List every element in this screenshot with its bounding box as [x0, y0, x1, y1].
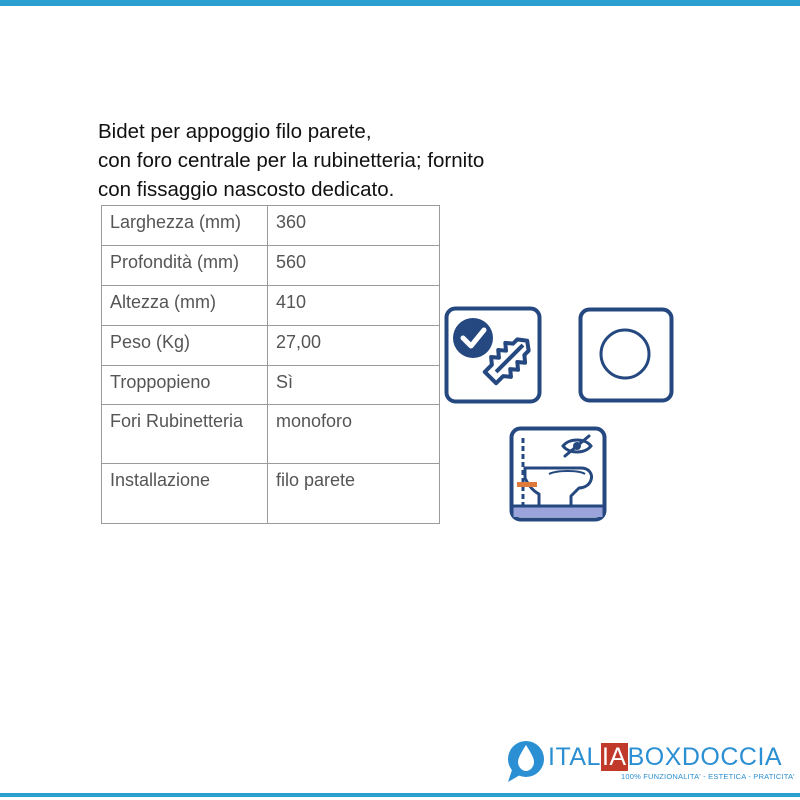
table-row [102, 246, 440, 286]
spec-value: Sì [268, 366, 440, 405]
water-drop-logo-icon [506, 732, 546, 788]
description-line-3: con fissaggio nascosto dedicato. [98, 178, 395, 201]
brand-tagline: 100% FUNZIONALITA' - ESTETICA - PRATICITA' [621, 772, 795, 781]
single-hole-icon [578, 307, 674, 403]
bottom-accent-bar [0, 793, 800, 797]
product-description [98, 117, 568, 204]
table-row [102, 206, 440, 246]
specs-table [101, 205, 440, 524]
spec-label: Installazione [102, 464, 268, 524]
hidden-fixing-icon [509, 426, 607, 522]
spec-label: Troppopieno [102, 366, 268, 405]
brand-logo [506, 732, 800, 792]
spec-value: 410 [268, 286, 440, 326]
brand-name-part2: IA [601, 743, 627, 771]
table-row [102, 286, 440, 326]
spec-value: 27,00 [268, 326, 440, 366]
description-line-1: Bidet per appoggio filo parete, [98, 120, 372, 143]
spec-label: Altezza (mm) [102, 286, 268, 326]
top-accent-bar [0, 0, 800, 6]
spec-value: 360 [268, 206, 440, 246]
spec-value: monoforo [268, 405, 440, 464]
table-row [102, 464, 440, 524]
spec-label: Larghezza (mm) [102, 206, 268, 246]
spec-label: Peso (Kg) [102, 326, 268, 366]
table-row [102, 366, 440, 405]
brand-name [548, 742, 782, 772]
table-row [102, 405, 440, 464]
spec-label: Fori Rubinetteria [102, 405, 268, 464]
table-row [102, 326, 440, 366]
description-line-2: con foro centrale per la rubinetteria; fornito [98, 149, 485, 172]
spec-label: Profondità (mm) [102, 246, 268, 286]
spec-value: filo parete [268, 464, 440, 524]
spec-value: 560 [268, 246, 440, 286]
wall-plug-check-icon [444, 306, 542, 404]
brand-name-part1: ITAL [548, 743, 601, 771]
brand-name-part3: BOXDOCCIA [627, 743, 783, 771]
